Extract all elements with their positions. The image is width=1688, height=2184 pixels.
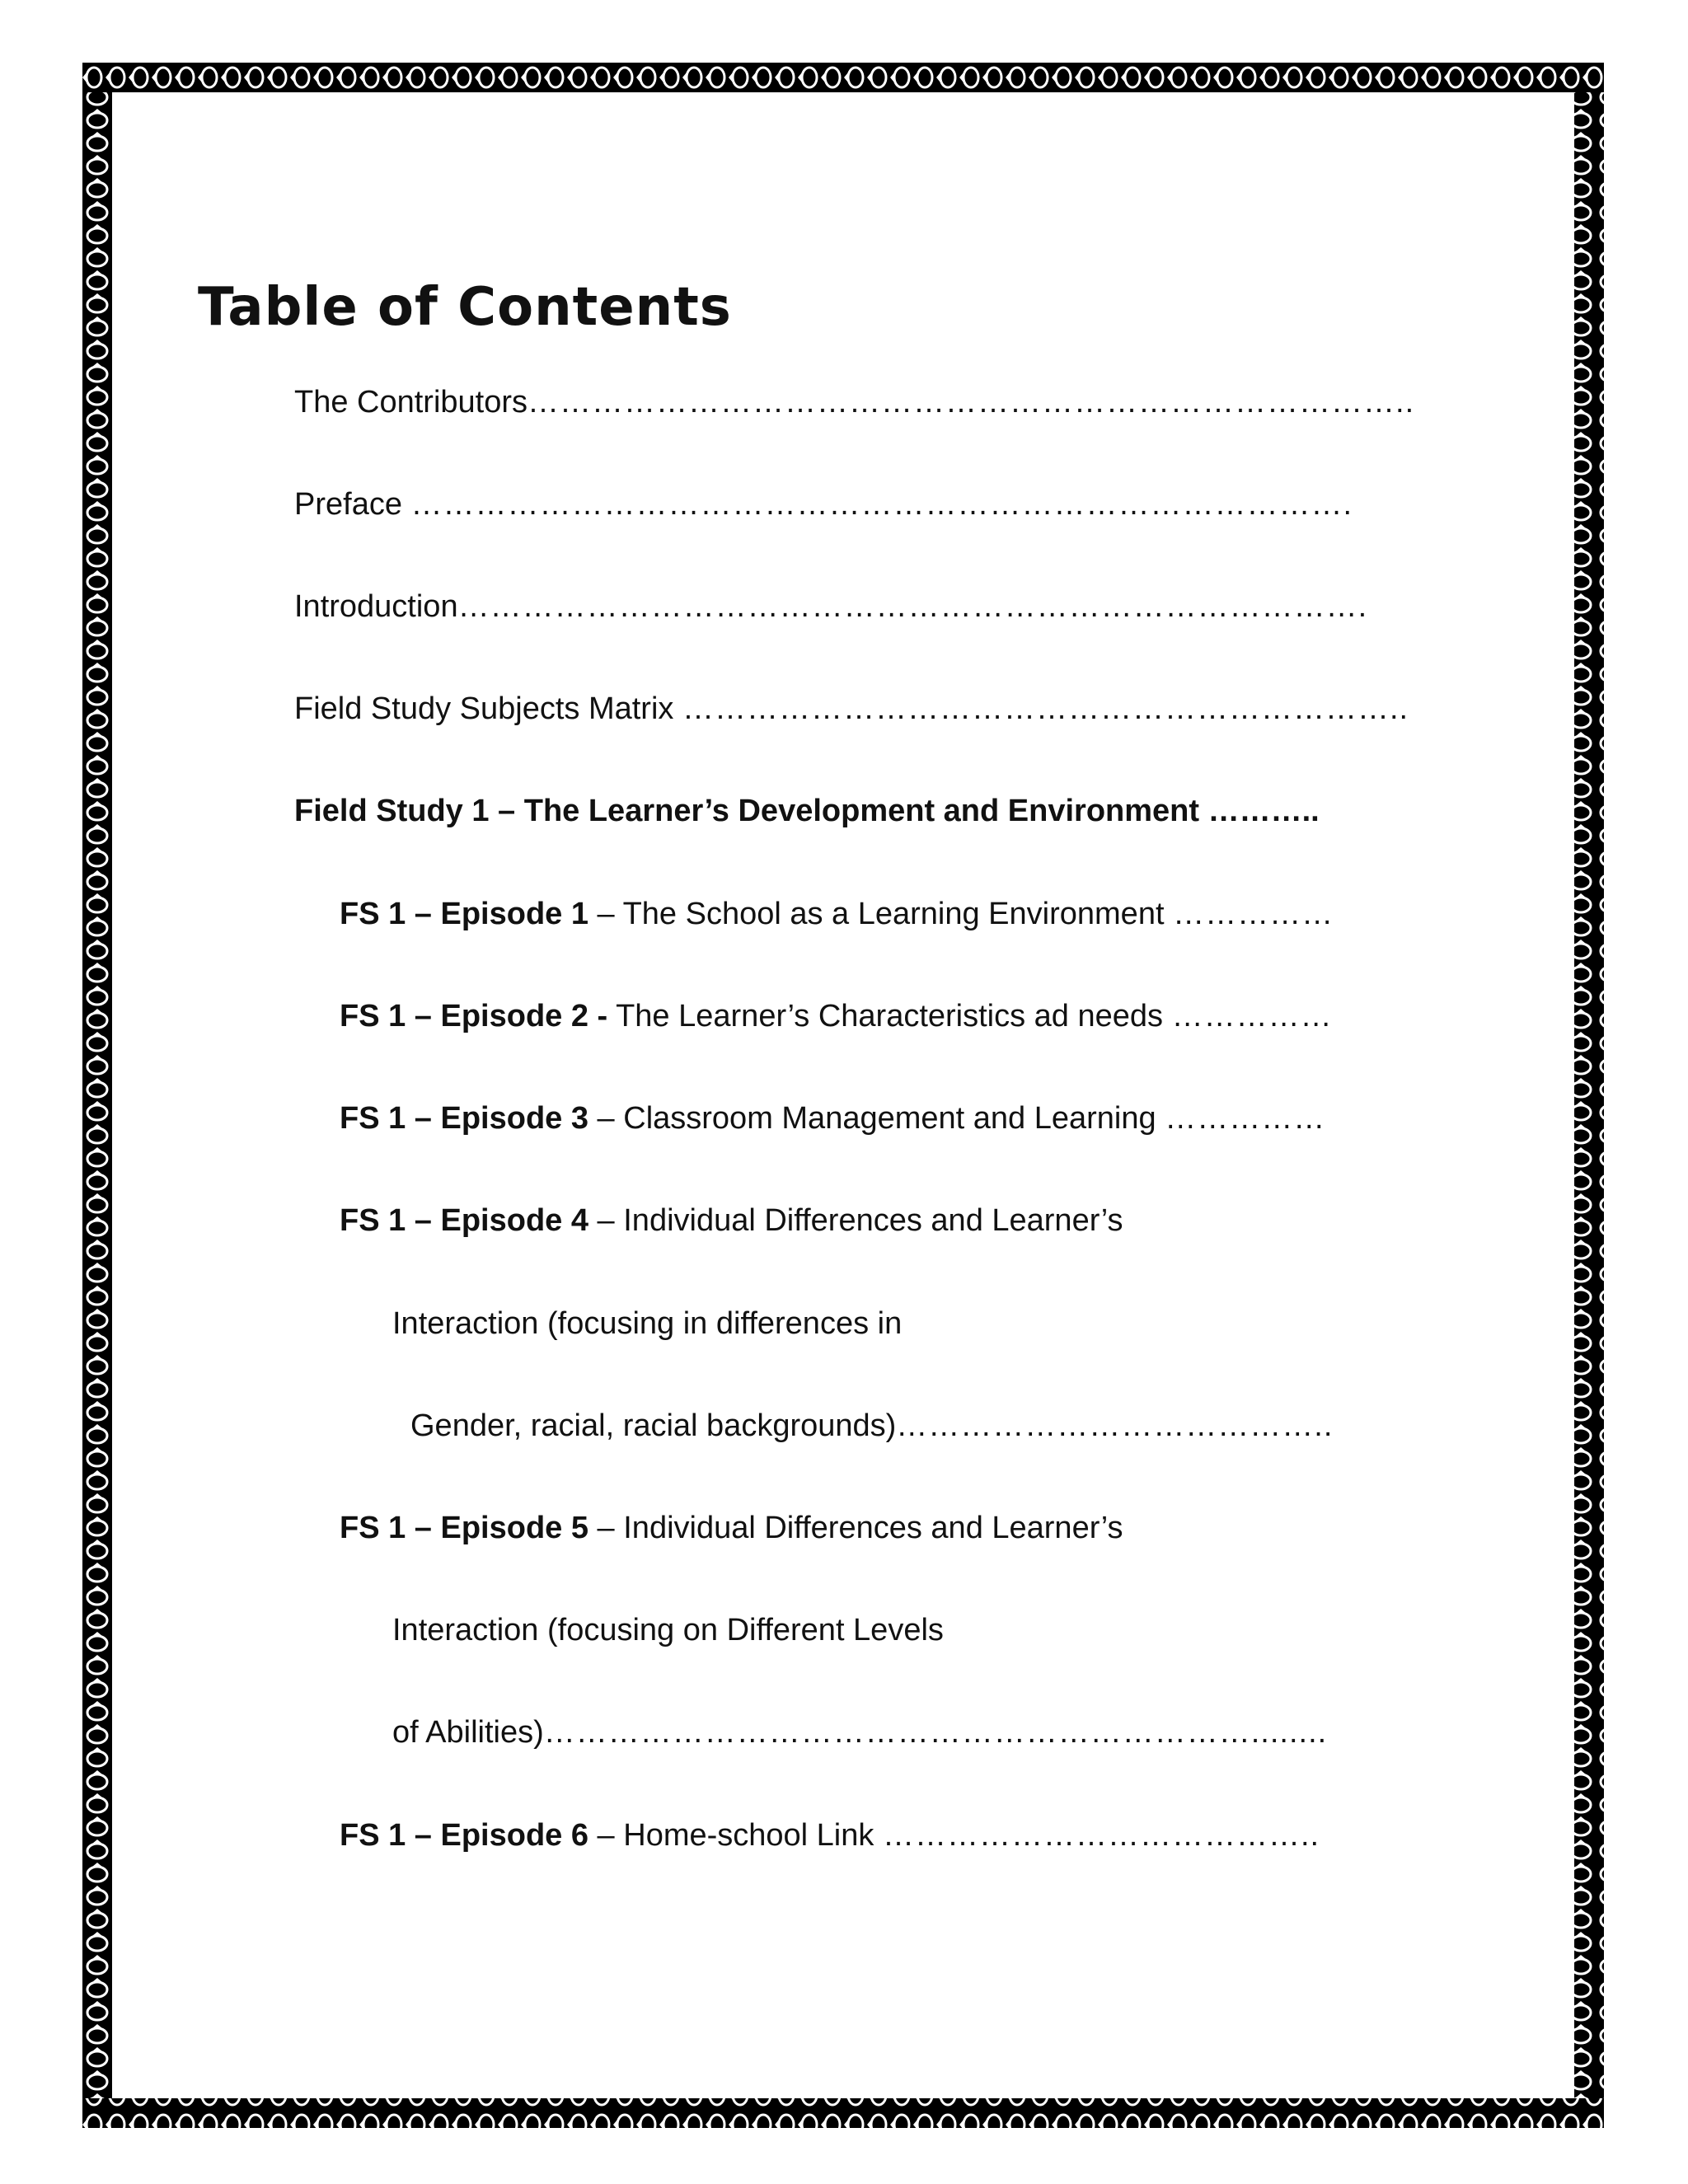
toc-entry-bold: FS 1 – Episode 6	[340, 1818, 588, 1853]
toc-entry-episode-5[interactable]	[340, 1510, 1123, 1548]
toc-entry-label: The Learner’s Characteristics ad needs	[607, 999, 1172, 1033]
toc-entry-label: Field Study Subjects Matrix	[294, 691, 682, 726]
page-title: Table of Contents	[198, 277, 732, 338]
toc-entry-leader: .	[1311, 794, 1320, 828]
toc-entry-episode-5-line-3[interactable]	[392, 1714, 1327, 1752]
toc-entry-label: Gender, racial, racial backgrounds)	[410, 1408, 897, 1443]
toc-entry-preface[interactable]	[294, 486, 1353, 524]
toc-entry-label: – Individual Differences and Learner’s	[588, 1511, 1123, 1545]
toc-entry-leader: ……………	[1165, 1101, 1326, 1136]
toc-entry-subjects-matrix[interactable]	[294, 691, 1409, 729]
toc-entry-episode-3[interactable]	[340, 1100, 1325, 1138]
toc-entry-label: – The School as a Learning Environment	[588, 897, 1174, 931]
toc-entry-leader: ……………	[1171, 999, 1333, 1033]
toc-entry-leader: …………………………………………………………..	[682, 691, 1409, 726]
toc-entry-leader: …………………………………..	[882, 1818, 1320, 1853]
toc-entry-leader: …………………………………………………………........	[543, 1715, 1328, 1750]
toc-entry-field-study-1[interactable]	[294, 793, 1320, 831]
toc-entry-bold: Field Study 1 – The Learner’s Development and Environment ……….	[294, 794, 1311, 828]
toc-entry-label: – Individual Differences and Learner’s	[588, 1203, 1123, 1238]
toc-entry-episode-1[interactable]	[340, 896, 1334, 934]
toc-entry-episode-2[interactable]	[340, 998, 1333, 1036]
toc-entry-bold: FS 1 – Episode 2 -	[340, 999, 608, 1033]
toc-entry-leader: ……………	[1173, 897, 1334, 931]
toc-entry-leader: …………………………………………………………………………….	[410, 487, 1353, 522]
toc-entry-introduction[interactable]	[294, 588, 1367, 626]
toc-entry-label: Introduction	[294, 589, 458, 624]
toc-entry-leader: …………………………………..	[896, 1408, 1334, 1443]
toc-entry-episode-6[interactable]	[340, 1817, 1320, 1855]
toc-entry-bold: FS 1 – Episode 1	[340, 897, 588, 931]
toc-entry-label: Interaction (focusing in differences in	[392, 1306, 903, 1341]
toc-entry-label: – Classroom Management and Learning	[588, 1101, 1165, 1136]
toc-entry-label: of Abilities)	[392, 1715, 544, 1750]
toc-entry-label: – Home-school Link	[588, 1818, 883, 1853]
toc-entry-bold: FS 1 – Episode 3	[340, 1101, 588, 1136]
toc-entry-label: Preface	[294, 487, 411, 522]
toc-entry-episode-4-line-2[interactable]	[392, 1305, 902, 1343]
toc-entry-bold: FS 1 – Episode 5	[340, 1511, 588, 1545]
toc-entry-label: Interaction (focusing on Different Levels	[392, 1613, 944, 1647]
toc-entry-episode-4[interactable]	[340, 1202, 1123, 1240]
toc-entry-label: The Contributors	[294, 385, 528, 419]
toc-entry-bold: FS 1 – Episode 4	[340, 1203, 588, 1238]
toc-entry-episode-5-line-2[interactable]	[392, 1612, 944, 1650]
toc-entry-leader: ………………………………………………………………………..	[528, 385, 1415, 419]
toc-entry-contributors[interactable]	[294, 384, 1414, 422]
toc-entry-episode-4-line-3[interactable]	[410, 1408, 1333, 1446]
toc-entry-leader: ………………………………………………………………………….	[457, 589, 1368, 624]
